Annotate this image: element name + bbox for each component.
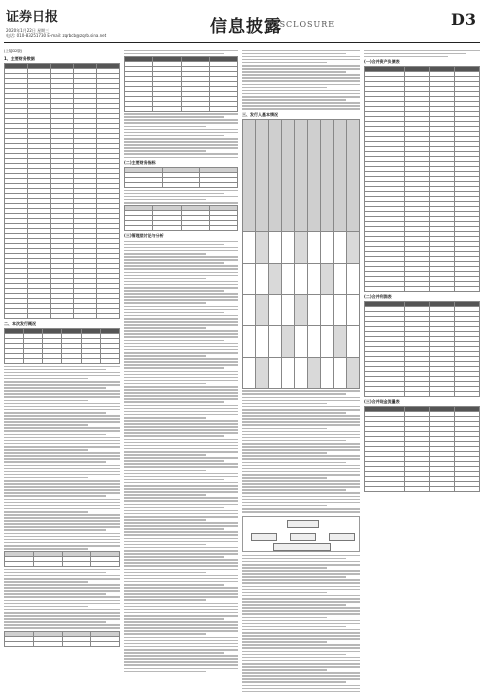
column-1 xyxy=(4,48,120,694)
c1-caption-1: 1、主要财务数据 xyxy=(4,56,35,61)
c4-caption-2: (二)合并利润表 xyxy=(364,294,392,300)
c2-table-3 xyxy=(124,205,238,231)
c1-body-text xyxy=(4,366,120,550)
c4-caption-3: (三)合并现金流量表 xyxy=(364,399,400,405)
section-title-en: DISCLOSURE xyxy=(268,20,336,29)
c2-body-text-1 xyxy=(124,113,238,158)
c4-cash-flow xyxy=(364,406,480,492)
page-number: D3 xyxy=(450,10,476,29)
c2-table-1 xyxy=(124,56,238,112)
c1-table-1 xyxy=(4,63,120,319)
continuation-note: (上接D2版) xyxy=(4,49,23,53)
c3-caption-1: 三、发行人基本情况 xyxy=(242,111,278,117)
c1-table-3 xyxy=(4,551,120,567)
c3-body-text-2 xyxy=(242,390,360,512)
c1-table-2 xyxy=(4,328,120,364)
c3-body-text-1 xyxy=(242,50,360,110)
c2-caption-2: (三)管理层讨论与分析 xyxy=(124,233,164,239)
c1-caption-2: 二、本次发行概况 xyxy=(4,321,36,326)
c1-table-4 xyxy=(4,631,120,647)
c3-structure-diagram xyxy=(242,516,360,552)
c4-income-statement xyxy=(364,301,480,397)
section-title: 信息披露 xyxy=(210,17,282,37)
masthead-meta xyxy=(6,28,106,38)
c3-large-table xyxy=(242,119,360,389)
c2-caption-1: (二)主要财务指标 xyxy=(124,160,156,166)
masthead-rule xyxy=(4,42,480,43)
column-2 xyxy=(124,48,238,694)
column-4 xyxy=(364,48,480,694)
c4-balance-sheet xyxy=(364,66,480,292)
issue-date: 2020年1月22日 星期三 xyxy=(6,28,50,33)
column-3 xyxy=(242,48,360,694)
c2-body-text-2 xyxy=(124,190,238,204)
c2-body-text-3 xyxy=(124,241,238,673)
masthead xyxy=(0,0,484,46)
contact-info: 电话: 010-83251730 E-mail: zqrbcb@zqrb.sina.net xyxy=(6,33,107,38)
c2-intro-text xyxy=(124,50,238,55)
c4-intro-text xyxy=(364,50,480,58)
c4-caption-1: (一)合并资产负债表 xyxy=(364,59,400,65)
newspaper-logo: 证券日报 xyxy=(6,10,59,25)
c1-body-text-2 xyxy=(4,569,120,629)
c2-table-2 xyxy=(124,167,238,188)
c3-body-text-3 xyxy=(242,555,360,694)
